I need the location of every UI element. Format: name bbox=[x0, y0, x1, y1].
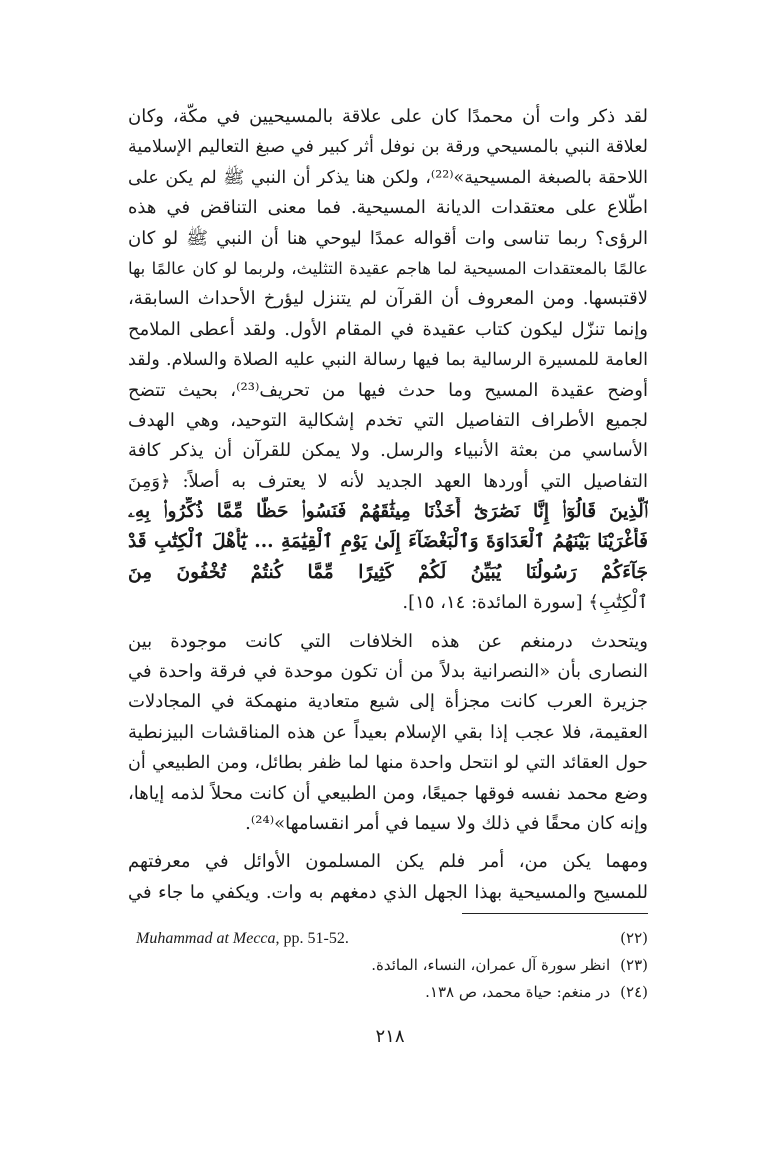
book-title: Muhammad at Mecca bbox=[136, 930, 276, 947]
text-line: اللاحقة بالصبغة المسيحية»⁽²²⁾، ولكن هنا يذكر أن النبي ﷺ لم يكن على bbox=[128, 167, 648, 188]
footnote-reference-latin bbox=[136, 925, 349, 952]
page-number: ٢١٨ bbox=[375, 1026, 405, 1047]
text-line: النصارى بأن «النصرانية بدلاً من أن تكون موحدة في فرقة واحدة في bbox=[128, 661, 648, 683]
text-line: وإنما تنزّل ليكون كتاب عقيدة في المقام الأول. ولقد أعطى الملامح bbox=[128, 318, 648, 340]
footnote-23 bbox=[128, 952, 648, 979]
footnote-divider bbox=[462, 913, 648, 914]
footnote-text: در منغم: حياة محمد، ص ١٣٨. bbox=[425, 983, 611, 1001]
text-line: وضع محمد نفسه فوقها جميعًا، ومن الطبيعي أن كانت محلاً لذمه إياها، bbox=[128, 782, 648, 804]
text-line: العامة للمسيرة الرسالية بما فيها رسالة النبي عليه الصلاة والسلام. ولقد bbox=[128, 350, 648, 371]
paragraph-1 bbox=[128, 102, 648, 619]
footnote-text: انظر سورة آل عمران، النساء، المائدة. bbox=[371, 956, 611, 974]
paragraph-3 bbox=[128, 847, 648, 908]
quran-verse-line: جَآءَكُمْ رَسُولُنَا يُبَيِّنُ لَكُمْ كَثِيرًا مِّمَّا كُنتُمْ تُخْفُونَ مِنَ bbox=[128, 561, 648, 583]
text-line: عالمًا بالمعتقدات المسيحية لما هاجم عقيدة التثليث، ولربما لو كان عالمًا بها bbox=[128, 258, 648, 278]
quran-citation-line: ٱلْكِتَٰبِ﴾ [سورة المائدة: ١٤، ١٥]. bbox=[402, 592, 648, 614]
quran-verse-line: ٱلَّذِينَ قَالُوٓا۟ إِنَّا نَصَٰرَىٰٓ أَخَذْنَا مِيثَٰقَهُمْ فَنَسُوا۟ حَظًّا مِّمَّا ذُكِّرُوا۟ بِهِۦ bbox=[128, 501, 648, 523]
text-line: ومهما يكن من، أمر فلم يكن المسلمون الأوائل في معرفتهم bbox=[128, 851, 648, 873]
text-line: لقد ذكر وات أن محمدًا كان على علاقة بالمسيحيين في مكّة، وكان bbox=[128, 106, 648, 127]
page-range: , pp. 51-52. bbox=[275, 930, 349, 947]
body-text bbox=[128, 102, 648, 908]
text-line: العقيمة، فلا عجب إذا بقي الإسلام بعيداً عن هذه المناقشات البيزنطية bbox=[128, 721, 648, 743]
text-line: ويتحدث درمنغم عن هذه الخلافات التي كانت موجودة بين bbox=[128, 630, 648, 652]
text-line: حول العقائد التي لو انتحل واحدة منها لما ظفر بطائل، ومن الطبيعي أن bbox=[128, 753, 648, 774]
text-line: لاقتبسها. ومن المعروف أن القرآن لم يتنزل ليؤرخ الأحداث السابقة، bbox=[128, 288, 648, 310]
text-line: جزيرة العرب كانت مجزأة إلى شيع متعادية منهمكة في المجادلات bbox=[128, 691, 648, 713]
paragraph-2 bbox=[128, 627, 648, 840]
text-line: لجميع الأطراف التفاصيل التي تخدم إشكالية التوحيد، وهي الهدف bbox=[128, 409, 648, 431]
text-line: اطّلاع على معتقدات الديانة المسيحية. فما معنى التناقض في هذه bbox=[128, 197, 648, 219]
footnote-24 bbox=[128, 979, 648, 1006]
text-line: أوضح عقيدة المسيح وما حدث فيها من تحريف⁽²³⁾، بحيث تتضح bbox=[128, 379, 648, 401]
footnotes bbox=[128, 925, 648, 1006]
text-line: الرؤى؟ ربما تناسى وات أقواله عمدًا ليوحي هنا أن النبي ﷺ لو كان bbox=[128, 227, 648, 249]
footnote-22 bbox=[128, 925, 648, 952]
footnote-number: (٢٢) bbox=[620, 929, 648, 947]
text-line: وإنه كان محقًا في ذلك ولا سيما في أمر انقسامها»⁽²⁴⁾. bbox=[245, 812, 648, 834]
text-line: الأساسي من بعثة الأنبياء والرسل. ولا يمكن للقرآن أن يذكر كافة bbox=[128, 440, 648, 462]
footnote-number: (٢٤) bbox=[620, 983, 648, 1001]
footnote-number: (٢٣) bbox=[620, 956, 648, 974]
quran-verse-line: فَأَغْرَيْنَا بَيْنَهُمُ ٱلْعَدَاوَةَ وَٱلْبَغْضَآءَ إِلَىٰ يَوْمِ ٱلْقِيَٰمَةِ ... يَٰٓأَهْلَ ٱلْكِتَٰبِ قَدْ bbox=[128, 531, 648, 553]
text-line: لعلاقة النبي بالمسيحي ورقة بن نوفل أثر كبير في صبغ التعاليم الإسلامية bbox=[128, 137, 648, 158]
text-line: للمسيح والمسيحية بهذا الجهل الذي دمغهم به وات. ويكفي ما جاء في bbox=[128, 881, 648, 903]
text-line: التفاصيل التي أوردها العهد الجديد لأنه لا يعترف به أصلاً: ﴿وَمِنَ bbox=[128, 470, 648, 492]
